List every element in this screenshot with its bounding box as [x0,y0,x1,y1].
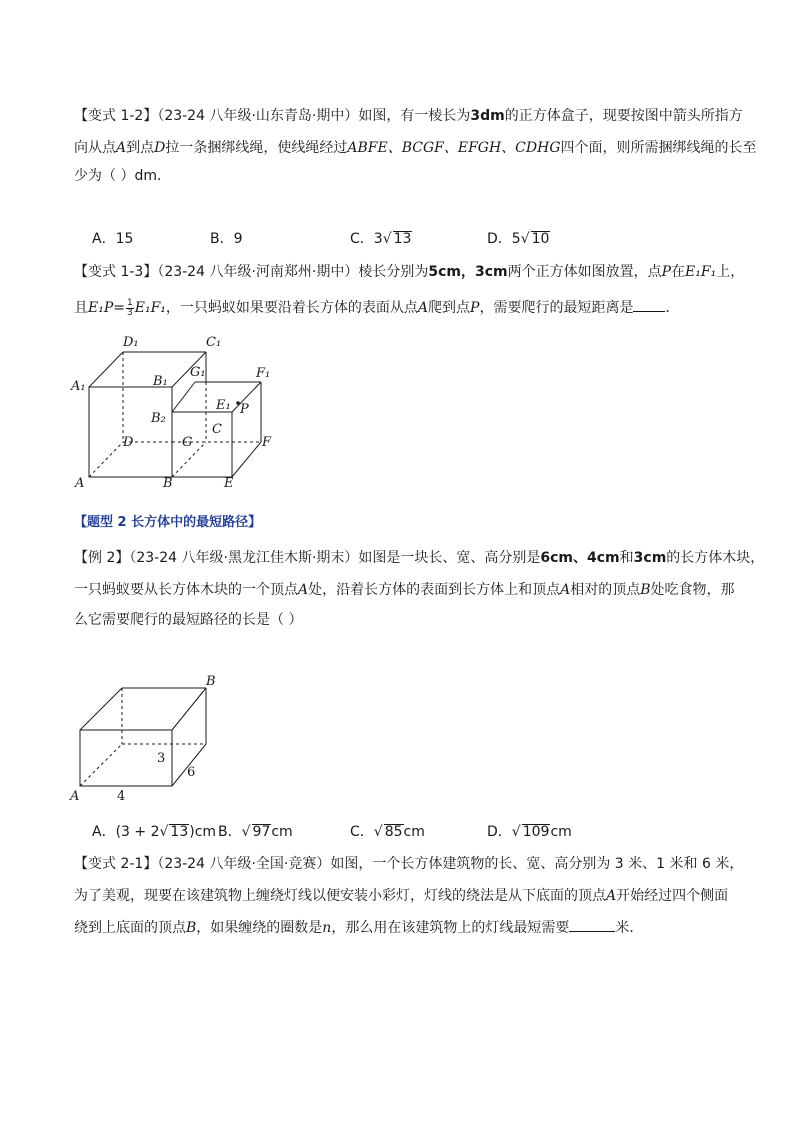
q12-text: 的正方体盒子，现要按图中箭头所指方 [504,108,743,124]
ex2-option-b-prefix: B． [218,824,242,840]
ex2-point-b: B [640,582,651,598]
label-a: A [75,476,85,491]
ex2-option-a-radicand: 13 [170,824,189,840]
q13-segment-e1f1: E₁F₁ [134,300,166,316]
ex2-point-a: A [560,582,571,598]
label-b: B [163,476,173,491]
q12-edge-length: 3dm [470,108,505,124]
label-p: P [240,402,249,417]
q13-text: 且 [74,300,88,316]
q12-option-d-prefix: D．5 [487,231,521,247]
ex2-option-a-prefix: A．(3 + 2 [92,824,160,840]
q13-fraction-denominator: 3 [127,307,133,318]
q21-variable-n: n [322,920,332,936]
label-length: 4 [117,789,126,804]
ex2-height: 3cm [633,550,667,566]
q12-line-1 [74,106,743,126]
ex2-text: 的长方体木块， [666,550,765,566]
ex2-option-d-prefix: D． [487,824,512,840]
q13-equals: = [113,300,125,316]
ex2-option-d: D．√ 109cm [487,824,572,840]
label-d1: D₁ [123,335,139,350]
label-width: 6 [187,765,196,780]
q21-answer-blank [569,931,615,932]
q12-text: 拉一条捆绑线绳，使线绳经过 [165,140,348,156]
q13-answer-blank [633,311,665,312]
ex2-option-c: C．√ 85cm [350,824,425,840]
ex2-option-b-radicand: 97 [252,824,271,840]
label-c1: C₁ [206,335,222,350]
q12-line-3: 少为（ ）dm． [74,168,171,184]
q13-point-p: P [661,264,672,280]
section-heading-type-2: 【题型 2 长方体中的最短路径】 [74,515,262,530]
ex2-option-b-suffix: cm [271,824,293,840]
label-c: C [212,422,222,437]
q21-text: 开始经过四个侧面 [616,888,729,904]
q21-line-3 [74,918,643,938]
q13-segment-e1p: E₁P [88,300,114,316]
q12-option-c: C．3√ 13 [350,231,412,247]
ex2-line-3: 么它需要爬行的最短路径的长是（ ） [74,612,303,628]
q13-point-p: P [470,300,480,316]
ex2-point-a: A [298,582,309,598]
q13-edge-lengths: 5cm，3cm [428,264,508,280]
q12-option-b: B．9 [210,231,243,247]
q12-line-2 [74,138,757,158]
q13-line-1 [74,262,744,282]
label-a1: A₁ [71,379,86,394]
q12-text: 四个面，则所需捆绑线绳的长至 [560,140,757,156]
label-f: F [262,435,272,450]
ex2-text: 一只蚂蚁要从长方体木块的一个顶点 [74,582,298,598]
label-b2: B₂ [151,411,166,426]
q12-option-c-radicand: 13 [393,231,412,247]
q21-text: 为了美观，现要在该建筑物上缠绕灯线以便安装小彩灯，灯线的绕法是从下底面的顶点 [74,888,606,904]
q21-point-b: B [186,920,197,936]
q12-point-d: D [154,140,166,156]
ex2-option-c-suffix: cm [403,824,425,840]
q13-text: 【变式 1-3】（23-24 八年级·河南郑州·期中）棱长分别为 [74,264,429,280]
q13-text: 在 [671,264,686,280]
q21-text: ，那么用在该建筑物上的灯线最短需要 [331,920,570,936]
q13-line-2 [74,298,679,318]
ex2-text: 相对的顶点 [570,582,641,598]
label-b1: B₁ [153,374,168,389]
q13-text: ． [665,300,680,316]
q13-point-a: A [417,300,429,316]
ex2-option-d-radicand: 109 [522,824,550,840]
q21-point-a: A [606,888,617,904]
cuboid-figure [66,668,236,808]
q13-fraction-numerator: 1 [127,297,133,308]
q12-text: 到点 [126,140,155,156]
q13-text: 爬到点 [428,300,471,316]
two-cubes-figure [66,330,286,495]
q12-option-a: A．15 [92,231,134,247]
q13-text: 两个正方体如图放置，点 [507,264,662,280]
q12-option-c-prefix: C．3 [350,231,383,247]
label-e: E [224,476,234,491]
label-a: A [70,789,80,804]
q12-option-d-radicand: 10 [531,231,550,247]
q21-text: ，如果缠绕的圈数是 [196,920,323,936]
ex2-dimensions: 6cm、4cm [540,550,620,566]
q13-text: ，需要爬行的最短距离是 [479,300,634,316]
label-b: B [206,674,216,689]
label-d: D [123,435,134,450]
label-g: G [182,435,193,450]
q12-text: 【变式 1-2】（23-24 八年级·山东青岛·期中）如图，有一棱长为 [74,108,471,124]
q13-text: ，一只蚂蚁如果要沿着长方体的表面从点 [165,300,418,316]
label-height: 3 [157,751,166,766]
label-g1: G₁ [190,365,206,380]
ex2-option-b: B．√ 97cm [218,824,293,840]
q13-segment-e1f1: E₁F₁ [685,264,717,280]
ex2-text: 【例 2】（23-24 八年级·黑龙江佳木斯·期末）如图是一块长、宽、高分别是 [74,550,541,566]
ex2-option-c-prefix: C． [350,824,374,840]
ex2-option-c-radicand: 85 [384,824,403,840]
label-f1: F₁ [256,366,271,381]
ex2-option-d-suffix: cm [550,824,572,840]
q21-line-1: 【变式 2-1】（23-24 八年级·全国·竞赛）如图，一个长方体建筑物的长、宽、高分别为 3 米、1 米和 6 米， [74,856,744,872]
q13-text: 上， [716,264,745,280]
q21-text: 米． [615,920,644,936]
ex2-text: 处吃食物，那 [650,582,735,598]
label-e1: E₁ [216,398,231,413]
ex2-line-2 [74,580,735,600]
ex2-text: 处，沿着长方体的表面到长方体上和顶点 [308,582,561,598]
q12-option-d: D．5√ 10 [487,231,550,247]
ex2-line-1 [74,548,764,568]
ex2-option-a-suffix: )cm [189,824,217,840]
q12-point-a: A [116,140,127,156]
q12-faces: ABFE、BCGF、EFGH、CDHG [347,140,561,156]
q13-fraction [126,299,134,318]
ex2-option-a: A．(3 + 2√ 13)cm [92,824,217,840]
ex2-text: 和 [619,550,634,566]
q12-text: 向从点 [74,140,116,156]
q21-text: 绕到上底面的顶点 [74,920,186,936]
q21-line-2 [74,886,728,906]
